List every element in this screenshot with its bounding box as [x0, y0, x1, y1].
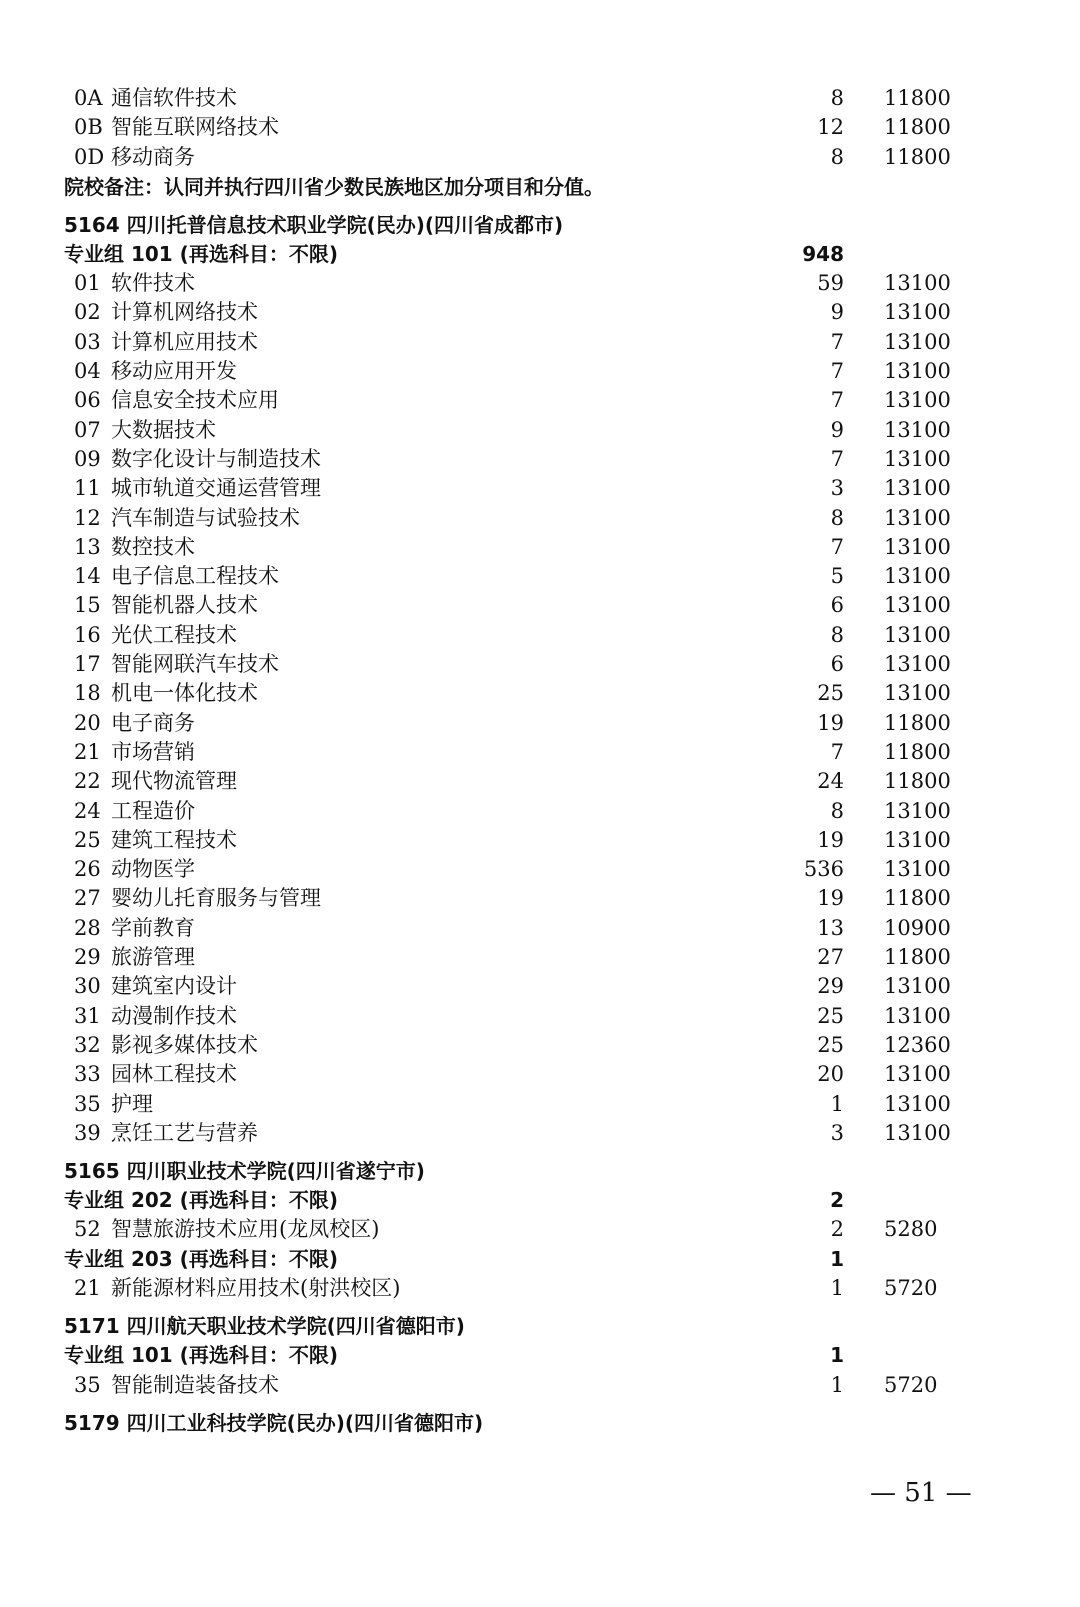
major-name: 影视多媒体技术: [111, 1032, 258, 1057]
major-row: [64, 1215, 964, 1244]
major-name: 智能网联汽车技术: [111, 652, 279, 677]
major-code: 27: [74, 886, 101, 911]
enrollment-count: 5: [830, 564, 844, 589]
enrollment-count: 29: [817, 974, 844, 999]
group-total-count: 948: [802, 241, 844, 266]
major-name: 智慧旅游技术应用(龙凤校区): [111, 1217, 380, 1242]
enrollment-count: 7: [830, 388, 844, 413]
group-title: 专业组 101 (再选科目：不限): [64, 1343, 338, 1368]
group-total-count: 1: [830, 1246, 844, 1271]
major-code: 20: [74, 710, 101, 735]
tuition-fee: 13100: [884, 329, 951, 354]
enrollment-count: 3: [830, 1120, 844, 1145]
enrollment-count: 536: [803, 857, 844, 882]
major-name: 建筑工程技术: [111, 827, 237, 852]
enrollment-count: 6: [830, 652, 844, 677]
major-code: 18: [74, 681, 101, 706]
tuition-fee: 11800: [884, 86, 951, 110]
school-heading: 5179 四川工业科技学院(民办)(四川省德阳市): [64, 1410, 484, 1435]
enrollment-count: 12: [817, 115, 844, 140]
major-name: 光伏工程技术: [111, 622, 237, 647]
enrollment-count: 3: [830, 476, 844, 501]
group-total-count: 1: [830, 1343, 844, 1368]
major-code: 30: [74, 974, 101, 999]
major-name: 计算机应用技术: [111, 329, 258, 354]
tuition-fee: 13100: [884, 622, 951, 647]
major-name: 建筑室内设计: [111, 974, 237, 999]
enrollment-count: 19: [817, 827, 844, 852]
major-code: 17: [74, 652, 101, 677]
major-row: [64, 113, 964, 142]
major-row: [64, 298, 964, 327]
enrollment-count: 19: [817, 886, 844, 911]
major-code: 21: [74, 1275, 101, 1300]
tuition-fee: 13100: [884, 505, 951, 530]
major-row: [64, 797, 964, 826]
group-title: 专业组 101 (再选科目：不限): [64, 241, 338, 266]
tuition-fee: 10900: [884, 915, 951, 940]
tuition-fee: 13100: [884, 798, 951, 823]
major-name: 婴幼儿托育服务与管理: [111, 886, 321, 911]
major-code: 11: [74, 476, 101, 501]
major-row: [64, 386, 964, 415]
enrollment-count: 8: [830, 505, 844, 530]
tuition-fee: 13100: [884, 476, 951, 501]
major-row: [64, 826, 964, 855]
major-name: 新能源材料应用技术(射洪校区): [111, 1275, 401, 1300]
tuition-fee: 13100: [884, 827, 951, 852]
group-title: 专业组 203 (再选科目：不限): [64, 1246, 338, 1271]
major-row: [64, 884, 964, 913]
major-row: [64, 357, 964, 386]
major-row: [64, 416, 964, 445]
tuition-fee: 12360: [884, 1032, 951, 1057]
major-code: 03: [74, 329, 101, 354]
school-heading: 5164 四川托普信息技术职业学院(民办)(四川省成都市): [64, 212, 564, 237]
tuition-fee: 13100: [884, 857, 951, 882]
major-code: 15: [74, 593, 101, 618]
major-code: 0B: [74, 115, 103, 140]
major-name: 机电一体化技术: [111, 681, 258, 706]
major-row: [64, 650, 964, 679]
enrollment-count: 8: [830, 622, 844, 647]
major-name: 通信软件技术: [111, 86, 237, 110]
tuition-fee: 13100: [884, 652, 951, 677]
tuition-fee: 5280: [884, 1217, 938, 1242]
enrollment-count: 1: [830, 1372, 844, 1397]
tuition-fee: 11800: [884, 886, 951, 911]
tuition-fee: 11800: [884, 710, 951, 735]
enrollment-count: 7: [830, 359, 844, 384]
enrollment-count: 8: [830, 798, 844, 823]
group-title: 专业组 202 (再选科目：不限): [64, 1188, 338, 1213]
major-code: 0D: [74, 144, 105, 169]
school-heading: 5165 四川职业技术学院(四川省遂宁市): [64, 1159, 425, 1184]
tuition-fee: 13100: [884, 534, 951, 559]
enrollment-count: 20: [817, 1062, 844, 1087]
school-heading: 5171 四川航天职业技术学院(四川省德阳市): [64, 1314, 465, 1339]
major-row: [64, 1119, 964, 1148]
major-code: 29: [74, 945, 101, 970]
enrollment-count: 8: [830, 86, 844, 110]
enrollment-count: 8: [830, 144, 844, 169]
major-row: [64, 1090, 964, 1119]
major-row: [64, 143, 964, 172]
major-code: 13: [74, 534, 101, 559]
enrollment-count: 6: [830, 593, 844, 618]
major-row: [64, 445, 964, 474]
enrollment-plan-list: [64, 84, 964, 1438]
tuition-fee: 13100: [884, 1003, 951, 1028]
major-code: 04: [74, 359, 101, 384]
major-name: 软件技术: [111, 271, 195, 296]
major-code: 16: [74, 622, 101, 647]
enrollment-count: 25: [817, 1032, 844, 1057]
tuition-fee: 13100: [884, 593, 951, 618]
tuition-fee: 13100: [884, 1062, 951, 1087]
major-row: [64, 591, 964, 620]
enrollment-count: 27: [817, 945, 844, 970]
major-name: 移动应用开发: [111, 359, 237, 384]
major-row: [64, 84, 964, 113]
major-name: 移动商务: [111, 144, 195, 169]
page-number: — 51 —: [870, 1478, 972, 1508]
major-name: 数字化设计与制造技术: [111, 446, 321, 471]
tuition-fee: 13100: [884, 446, 951, 471]
tuition-fee: 13100: [884, 300, 951, 325]
major-name: 动漫制作技术: [111, 1003, 237, 1028]
major-code: 06: [74, 388, 101, 413]
major-row: [64, 1060, 964, 1089]
tuition-fee: 5720: [884, 1372, 938, 1397]
major-row: [64, 709, 964, 738]
major-name: 智能机器人技术: [111, 593, 258, 618]
major-code: 21: [74, 739, 101, 764]
enrollment-count: 25: [817, 1003, 844, 1028]
major-name: 旅游管理: [111, 945, 195, 970]
major-name: 工程造价: [111, 798, 195, 823]
major-code: 24: [74, 798, 101, 823]
major-row: [64, 738, 964, 767]
major-name: 智能制造装备技术: [111, 1372, 279, 1397]
enrollment-count: 9: [830, 300, 844, 325]
major-name: 市场营销: [111, 739, 195, 764]
major-name: 信息安全技术应用: [111, 388, 279, 413]
major-row: [64, 972, 964, 1001]
tuition-fee: 11800: [884, 144, 951, 169]
major-name: 烹饪工艺与营养: [111, 1120, 258, 1145]
major-row: [64, 504, 964, 533]
enrollment-count: 13: [817, 915, 844, 940]
tuition-fee: 13100: [884, 388, 951, 413]
major-code: 07: [74, 417, 101, 442]
major-row: [64, 1002, 964, 1031]
major-row: [64, 767, 964, 796]
enrollment-count: 25: [817, 681, 844, 706]
major-name: 汽车制造与试验技术: [111, 505, 300, 530]
major-group-heading: [64, 240, 964, 269]
major-code: 28: [74, 915, 101, 940]
major-row: [64, 621, 964, 650]
major-code: 26: [74, 857, 101, 882]
enrollment-count: 7: [830, 739, 844, 764]
major-row: [64, 1274, 964, 1303]
major-name: 大数据技术: [111, 417, 216, 442]
major-code: 35: [74, 1372, 101, 1397]
enrollment-count: 24: [817, 769, 844, 794]
major-name: 城市轨道交通运营管理: [111, 476, 321, 501]
major-row: [64, 855, 964, 884]
major-name: 计算机网络技术: [111, 300, 258, 325]
major-code: 02: [74, 300, 101, 325]
major-code: 32: [74, 1032, 101, 1057]
major-row: [64, 562, 964, 591]
major-code: 35: [74, 1091, 101, 1116]
major-name: 园林工程技术: [111, 1062, 237, 1087]
major-name: 现代物流管理: [111, 769, 237, 794]
enrollment-count: 1: [830, 1275, 844, 1300]
major-name: 学前教育: [111, 915, 195, 940]
enrollment-count: 7: [830, 329, 844, 354]
major-row: [64, 943, 964, 972]
tuition-fee: 13100: [884, 359, 951, 384]
major-row: [64, 269, 964, 298]
enrollment-count: 7: [830, 534, 844, 559]
tuition-fee: 5720: [884, 1275, 938, 1300]
major-name: 电子商务: [111, 710, 195, 735]
major-row: [64, 1371, 964, 1400]
major-group-heading: [64, 1341, 964, 1370]
tuition-fee: 11800: [884, 769, 951, 794]
major-name: 动物医学: [111, 857, 195, 882]
enrollment-count: 19: [817, 710, 844, 735]
major-code: 52: [74, 1217, 101, 1242]
major-code: 39: [74, 1120, 101, 1145]
tuition-fee: 13100: [884, 417, 951, 442]
tuition-fee: 11800: [884, 739, 951, 764]
enrollment-count: 7: [830, 446, 844, 471]
major-code: 01: [74, 271, 101, 296]
tuition-fee: 11800: [884, 115, 951, 140]
major-row: [64, 328, 964, 357]
tuition-fee: 13100: [884, 681, 951, 706]
tuition-fee: 13100: [884, 564, 951, 589]
tuition-fee: 11800: [884, 945, 951, 970]
major-code: 31: [74, 1003, 101, 1028]
major-group-heading: [64, 1245, 964, 1274]
tuition-fee: 13100: [884, 1120, 951, 1145]
enrollment-count: 9: [830, 417, 844, 442]
enrollment-count: 1: [830, 1091, 844, 1116]
major-row: [64, 679, 964, 708]
major-code: 09: [74, 446, 101, 471]
school-note: 院校备注：认同并执行四川省少数民族地区加分项目和分值。: [64, 174, 604, 199]
tuition-fee: 13100: [884, 271, 951, 296]
major-code: 0A: [74, 86, 103, 110]
group-total-count: 2: [830, 1188, 844, 1213]
major-row: [64, 533, 964, 562]
major-group-heading: [64, 1186, 964, 1215]
major-name: 护理: [111, 1091, 153, 1116]
tuition-fee: 13100: [884, 974, 951, 999]
enrollment-count: 2: [830, 1217, 844, 1242]
major-name: 智能互联网络技术: [111, 115, 279, 140]
major-row: [64, 914, 964, 943]
major-code: 14: [74, 564, 101, 589]
major-name: 数控技术: [111, 534, 195, 559]
enrollment-count: 59: [817, 271, 844, 296]
tuition-fee: 13100: [884, 1091, 951, 1116]
major-code: 33: [74, 1062, 101, 1087]
major-row: [64, 474, 964, 503]
major-code: 25: [74, 827, 101, 852]
major-code: 12: [74, 505, 101, 530]
major-row: [64, 1031, 964, 1060]
major-name: 电子信息工程技术: [111, 564, 279, 589]
major-code: 22: [74, 769, 101, 794]
